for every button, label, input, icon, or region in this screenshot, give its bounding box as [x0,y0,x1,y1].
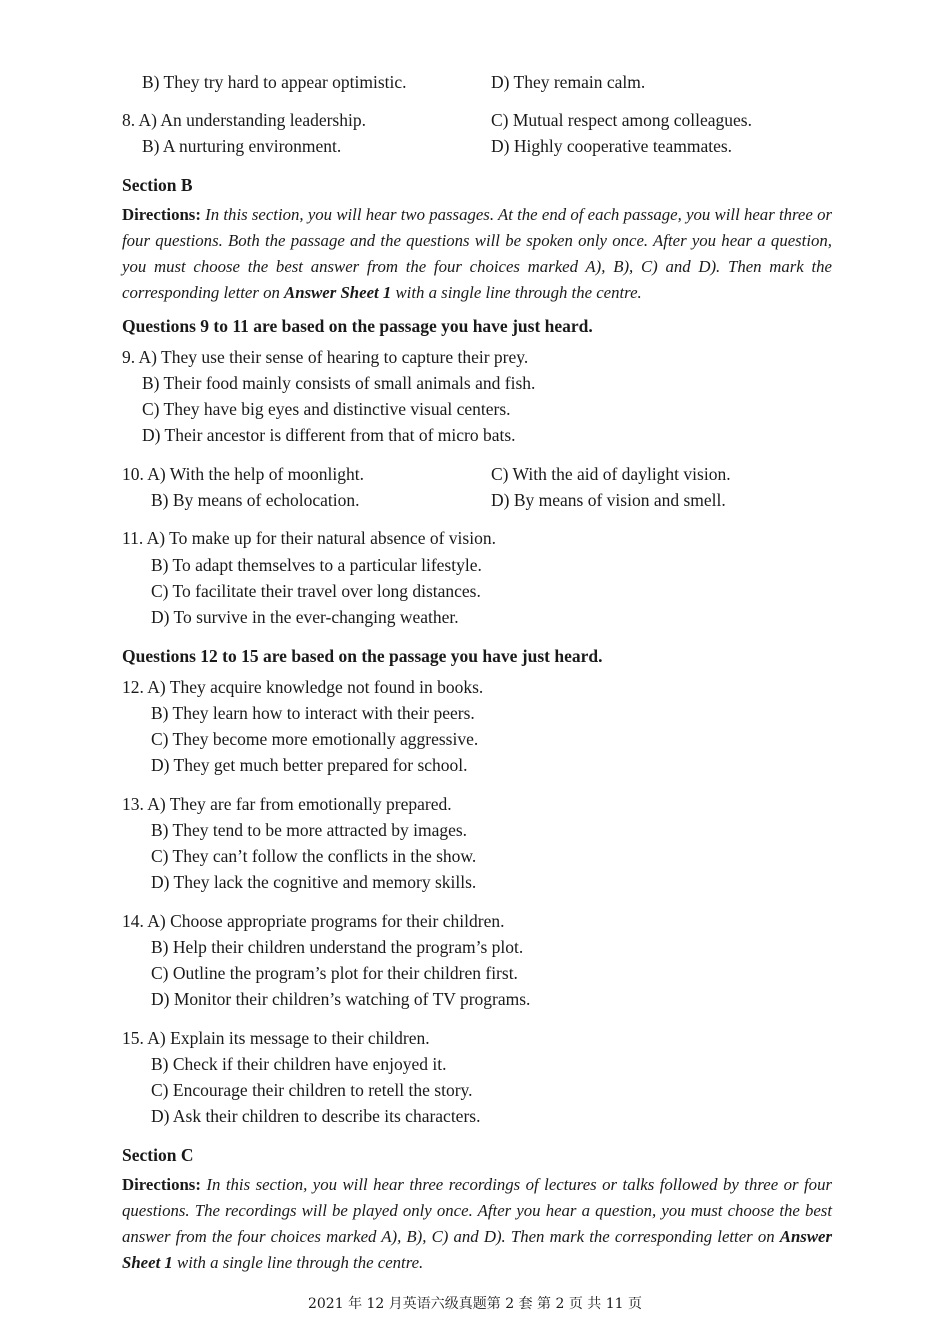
q11-option-a: 11. A) To make up for their natural absence of vision. [122,528,496,548]
q9-option-c: C) They have big eyes and distinctive visual centers. [142,399,511,419]
q10-option-c: C) With the aid of daylight vision. [491,464,731,484]
q15-option-c: C) Encourage their children to retell the story. [151,1080,473,1100]
q8-option-c: C) Mutual respect among colleagues. [491,110,752,130]
q13-option-c: C) They can’t follow the conflicts in the show. [151,846,477,866]
q11-option-c: C) To facilitate their travel over long distances. [151,581,481,601]
q14-option-c: C) Outline the program’s plot for their children first. [151,963,518,983]
q9-option-a: 9. A) They use their sense of hearing to capture their prey. [122,347,529,367]
q11-option-b: B) To adapt themselves to a particular lifestyle. [151,555,482,575]
q14-option-b: B) Help their children understand the program’s plot. [151,937,524,957]
q9-option-b: B) Their food mainly consists of small animals and fish. [142,373,536,393]
q12-option-a: 12. A) They acquire knowledge not found in books. [122,677,484,697]
directions-label: Directions: [122,205,201,224]
q15-option-a: 15. A) Explain its message to their children. [122,1028,430,1048]
q10-option-b: B) By means of echolocation. [151,490,360,510]
q8-option-a: 8. A) An understanding leadership. [122,110,366,130]
directions-label: Directions: [122,1175,201,1194]
directions-text: In this section, you will hear three recordings of lectures or talks followed by three or four questions. The recordings will be played only once. After you hear a question, you must choose the best answer from the four choices marked A), B), C) and D). Then mark the corresponding letter on [122,1175,832,1246]
q7-option-b: B) They try hard to appear optimistic. [142,72,407,92]
q13-option-b: B) They tend to be more attracted by images. [151,820,468,840]
q7-option-d: D) They remain calm. [491,72,646,92]
answer-sheet-ref: Answer Sheet 1 [122,1227,832,1272]
questions-9-11-heading: Questions 9 to 11 are based on the passage you have just heard. [122,316,593,336]
directions-text: In this section, you will hear two passages. At the end of each passage, you will hear three or four questions. Both the passage and the questions will be spoken only once. After you hear a question, you must choose the best answer from the four choices marked A), B), C) and D). Then mark the corresponding letter on [122,205,832,302]
q12-option-b: B) They learn how to interact with their peers. [151,703,475,723]
q9-option-d: D) Their ancestor is different from that of micro bats. [142,425,516,445]
q10-option-d: D) By means of vision and smell. [491,490,726,510]
section-b-title: Section B [122,175,193,195]
section-c-title: Section C [122,1145,194,1165]
answer-sheet-ref: Answer Sheet 1 [284,283,392,302]
q12-option-d: D) They get much better prepared for school. [151,755,468,775]
section-b-directions [122,202,832,306]
section-c-directions [122,1172,832,1276]
q11-option-d: D) To survive in the ever-changing weather. [151,607,459,627]
q15-option-b: B) Check if their children have enjoyed it. [151,1054,447,1074]
directions-text-end: with a single line through the centre. [172,1253,424,1272]
q14-option-d: D) Monitor their children’s watching of TV programs. [151,989,531,1009]
q8-option-b: B) A nurturing environment. [142,136,342,156]
questions-12-15-heading: Questions 12 to 15 are based on the passage you have just heard. [122,646,603,666]
directions-text-end: with a single line through the centre. [391,283,642,302]
q8-option-d: D) Highly cooperative teammates. [491,136,733,156]
q13-option-a: 13. A) They are far from emotionally prepared. [122,794,452,814]
q12-option-c: C) They become more emotionally aggressive. [151,729,479,749]
q14-option-a: 14. A) Choose appropriate programs for their children. [122,911,505,931]
page-footer: 2021 年 12 月英语六级真题第 2 套 第 2 页 共 11 页 [307,1296,643,1312]
q15-option-d: D) Ask their children to describe its characters. [151,1106,481,1126]
q10-option-a: 10. A) With the help of moonlight. [122,464,365,484]
q13-option-d: D) They lack the cognitive and memory skills. [151,872,477,892]
